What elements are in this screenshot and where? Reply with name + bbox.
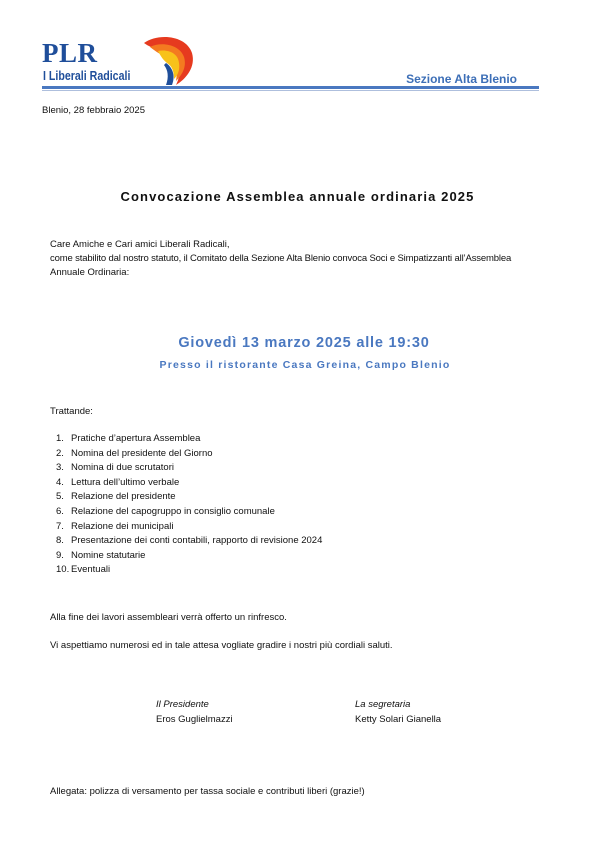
letter-date: Blenio, 28 febbraio 2025 <box>42 105 145 116</box>
agenda-item-number: 2. <box>56 447 64 459</box>
agenda-item-text: Presentazione dei conti contabili, rapporto di revisione 2024 <box>71 535 323 547</box>
president-role: Il Presidente <box>156 699 209 710</box>
agenda-item <box>56 490 322 505</box>
agenda-item <box>56 432 322 447</box>
agenda-list <box>56 432 322 578</box>
agenda-item <box>56 563 322 578</box>
agenda-item-text: Eventuali <box>71 564 111 576</box>
agenda-title: Trattande: <box>50 406 93 417</box>
agenda-item <box>56 447 322 462</box>
agenda-item <box>56 534 322 549</box>
agenda-item-number: 1. <box>56 433 64 444</box>
letter-title: Convocazione Assemblea annuale ordinaria 2025 <box>120 189 475 204</box>
flame-logo-icon <box>136 33 198 87</box>
agenda-item-text: Pratiche d’apertura Assemblea <box>71 433 201 444</box>
agenda-item-number: 8. <box>56 535 64 547</box>
intro-line-1: come stabilito dal nostro statuto, il Comitato della Sezione Alta Blenio convoca Soci e Simpatizzanti all’Assemblea <box>50 253 512 264</box>
header-divider-shadow <box>42 90 539 91</box>
agenda-item <box>56 505 322 520</box>
agenda-item-number: 3. <box>56 462 64 474</box>
event-place: Presso il ristorante Casa Greina, Campo Blenio <box>159 359 451 371</box>
agenda-item <box>56 461 322 476</box>
agenda-item <box>56 520 322 535</box>
logo-wordmark: PLR <box>42 38 98 68</box>
president-name: Eros Guglielmazzi <box>156 714 233 725</box>
agenda-item-text: Nomina di due scrutatori <box>71 462 174 474</box>
agenda-item-text: Relazione del presidente <box>71 491 176 503</box>
agenda-item-number: 10. <box>56 564 70 576</box>
agenda-item-number: 4. <box>56 476 64 488</box>
intro-line-2: Annuale Ordinaria: <box>50 267 130 278</box>
agenda-item-number: 5. <box>56 491 64 503</box>
agenda-item-text: Nomina del presidente del Giorno <box>71 447 213 459</box>
closing-line: Vi aspettiamo numerosi ed in tale attesa vogliate gradire i nostri più cordiali saluti. <box>50 640 393 651</box>
secretary-name: Ketty Solari Gianella <box>355 714 442 725</box>
event-date: Giovedì 13 marzo 2025 alle 19:30 <box>178 335 430 351</box>
agenda-item-number: 6. <box>56 505 64 517</box>
agenda-item-text: Relazione del capogruppo in consiglio comunale <box>71 505 275 517</box>
attachment-note: Allegata: polizza di versamento per tassa sociale e contributi liberi (grazie!) <box>50 786 365 797</box>
header-divider <box>42 86 539 89</box>
agenda-item-text: Nomine statutarie <box>71 549 146 561</box>
greeting: Care Amiche e Cari amici Liberali Radicali, <box>50 239 230 250</box>
agenda-item <box>56 549 322 564</box>
section-name: Sezione Alta Blenio <box>406 72 517 86</box>
agenda-item-text: Relazione dei municipali <box>71 520 174 532</box>
logo-subtitle: I Liberali Radicali <box>43 69 131 83</box>
agenda-item <box>56 476 322 491</box>
agenda-item-text: Lettura dell’ultimo verbale <box>71 476 180 488</box>
agenda-item-number: 9. <box>56 549 64 561</box>
refreshment-note: Alla fine dei lavori assembleari verrà offerto un rinfresco. <box>50 612 287 623</box>
agenda-item-number: 7. <box>56 520 64 532</box>
secretary-role: La segretaria <box>355 699 411 710</box>
